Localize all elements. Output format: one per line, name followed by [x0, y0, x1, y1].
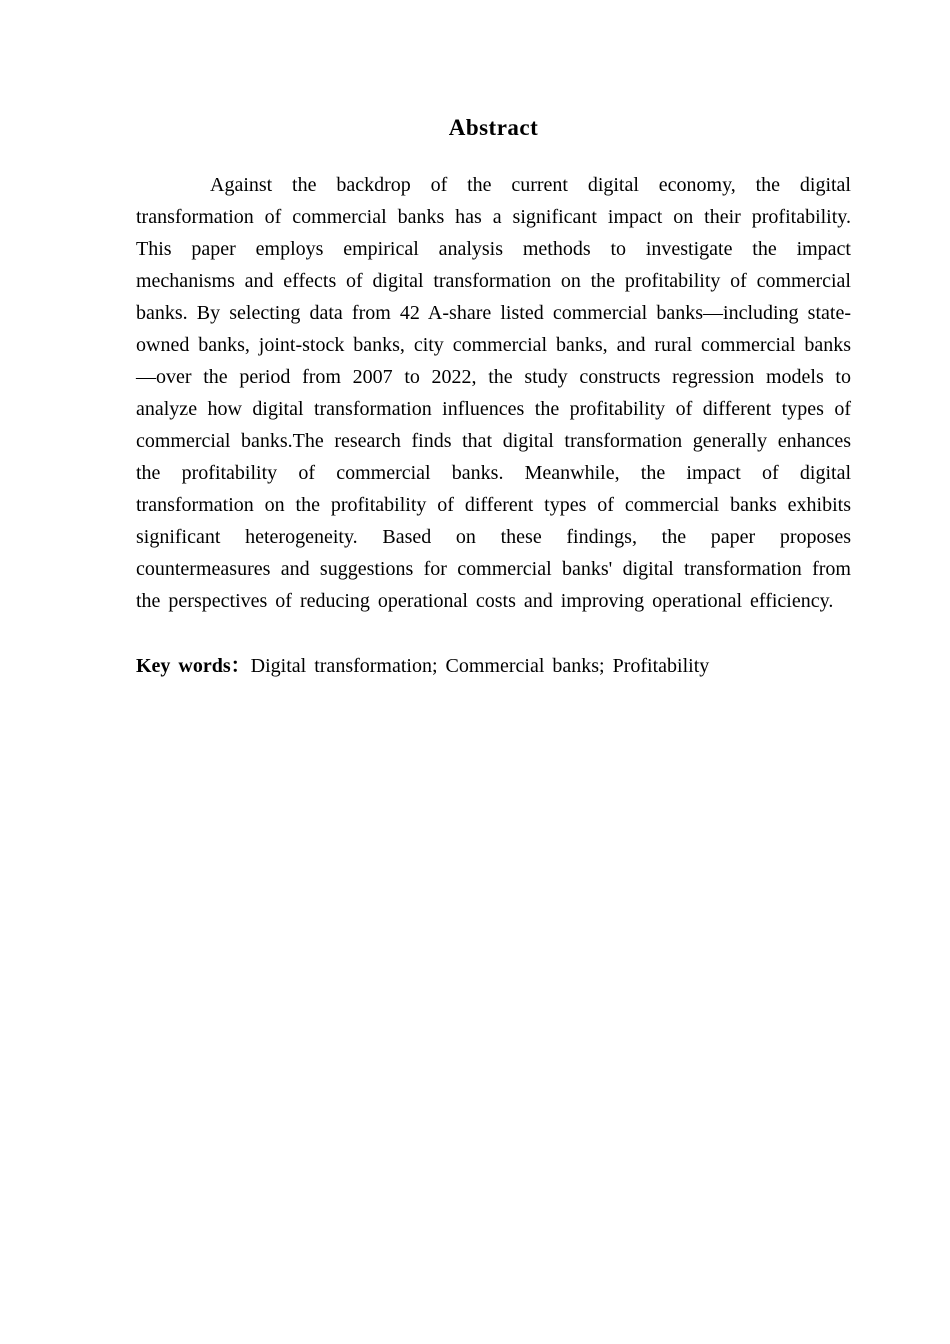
abstract-paragraph: Against the backdrop of the current digital economy, the digital transformation of commercial banks has a significant impact on their profitability. This paper employs empirical analysis methods to investigate the impact mechanisms and effects of digital transformation on the profitability of commercial banks. By selecting data from 42 A-share listed commercial banks—including state-owned banks, joint-stock banks, city commercial banks, and rural commercial banks—over the period from 2007 to 2022, the study constructs regression models to analyze how digital transformation influences the profitability of different types of commercial banks.The research finds that digital transformation generally enhances the profitability of commercial banks. Meanwhile, the impact of digital transformation on the profitability of different types of commercial banks exhibits significant heterogeneity. Based on these findings, the paper proposes countermeasures and suggestions for commercial banks' digital transformation from the perspectives of reducing operational costs and improving operational efficiency.	[136, 174, 851, 612]
keywords-line	[136, 650, 851, 682]
abstract-title: Abstract	[448, 115, 539, 140]
keywords-label: Key words：	[136, 655, 251, 677]
keywords-text: Digital transformation; Commercial banks; Profitability	[250, 655, 710, 677]
